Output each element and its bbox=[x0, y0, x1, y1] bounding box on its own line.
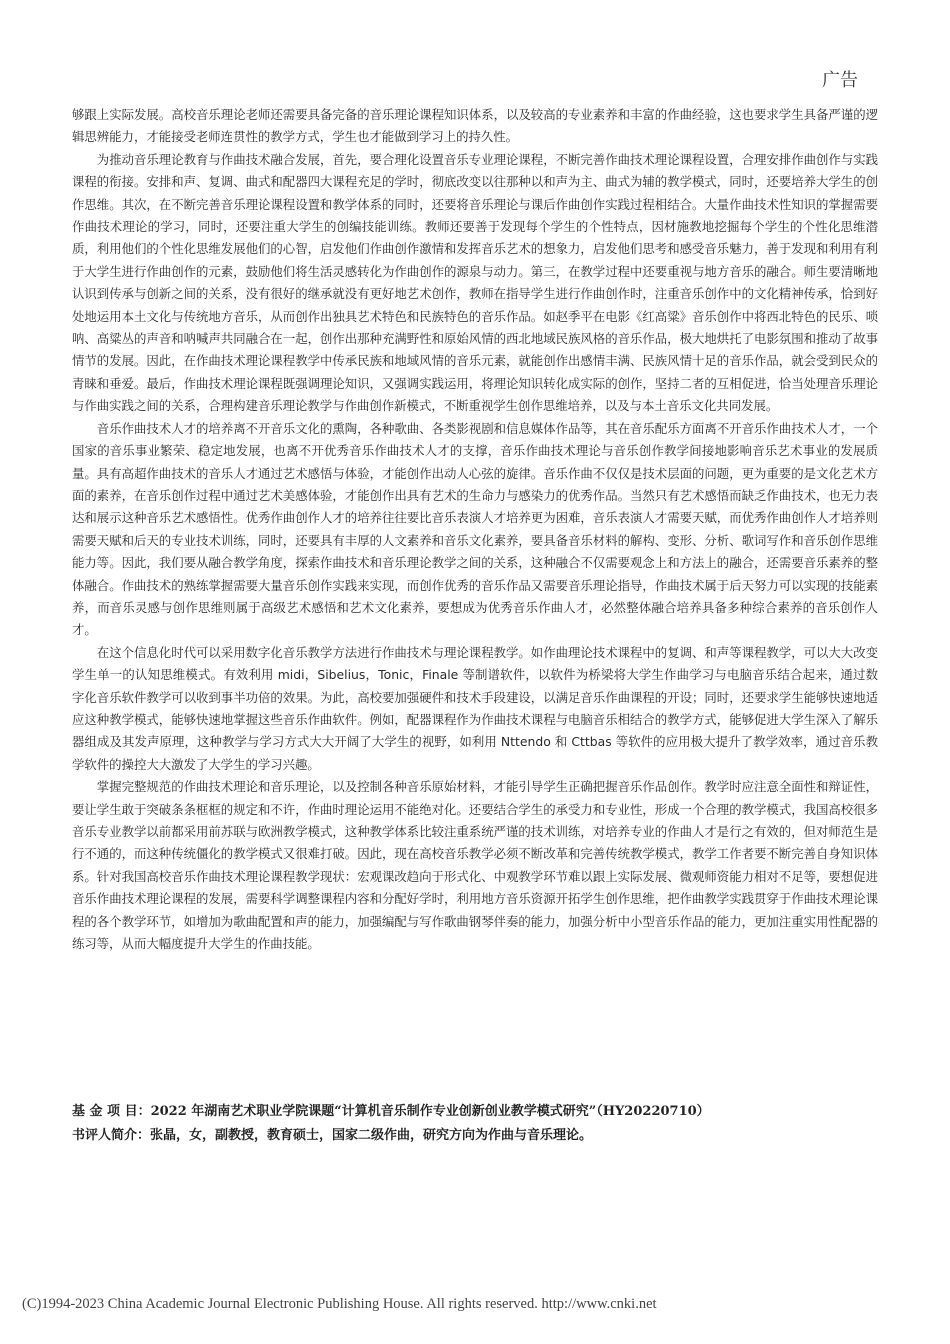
paragraph-3: 音乐作曲技术人才的培养离不开音乐文化的熏陶，各种歌曲、各类影视剧和信息媒体作品等，其在音乐配乐方面离不开音乐作曲技术人才，一个国家的音乐事业繁荣、稳定地发展，也离不开优秀音乐作曲技术人才的支撑，音乐作曲技术理论与音乐创作教学间接地影响音乐艺术事业的发展质量。具有高超作曲技术的音乐人才通过艺术感悟与体验，才能创作出动人心弦的旋律。音乐作曲不仅仅是技术层面的问题，更为重要的是文化艺术方面的素养，在音乐创作过程中通过艺术美感体验，才能创作出具有艺术的生命力与感染力的优秀作品。当然只有艺术感悟而缺乏作曲技术，也无力表达和展示这种音乐艺术感悟性。优秀作曲创作人才的培养往往要比音乐表演人才培养更为困难，音乐表演人才需要天赋，而优秀作曲创作人才培养则需要天赋和后天的专业技术训练，同时，还要具有丰厚的人文素养和音乐文化素养，要具备音乐材料的解构、变形、分析、歌词写作和音乐创作思维能力等。因此，我们要从融合教学角度，探索作曲技术和音乐理论教学之间的关系，这种融合不仅需要观念上和方法上的融合，还需要音乐素养的整体融合。作曲技术的熟练掌握需要大量音乐创作实践来实现，而创作优秀的音乐作品又需要音乐理论指导，作曲技术属于后天努力可以实现的技能素养，而音乐灵感与创作思维则属于高级艺术感悟和艺术文化素养，要想成为优秀音乐作曲人才，必然整体融合培养具备多种综合素养的音乐创作人才。 bbox=[72, 420, 878, 638]
reviewer-note: 书评人简介：张晶，女，副教授，教育硕士，国家二级作曲，研究方向为作曲与音乐理论。 bbox=[72, 1128, 593, 1143]
copyright-line: (C)1994-2023 China Academic Journal Electronic Publishing House. All rights reserved. http://www.cnki.net bbox=[22, 1296, 657, 1312]
footnotes bbox=[72, 1100, 878, 1148]
header-ad-label: 广告 bbox=[822, 70, 858, 91]
paragraph-1: 够跟上实际发展。高校音乐理论老师还需要具备完备的音乐理论课程知识体系，以及较高的专业素养和丰富的作曲经验，这也要求学生具备严谨的逻辑思辨能力，才能接受老师连贯性的教学方式，学生也才能做到学习上的持久性。 bbox=[72, 107, 878, 145]
funding-note: 基 金 项 目：2022 年湖南艺术职业学院课题“计算机音乐制作专业创新创业教学模式研究”（HY20220710） bbox=[72, 1104, 710, 1119]
article-body bbox=[72, 104, 878, 955]
paragraph-4: 在这个信息化时代可以采用数字化音乐教学方法进行作曲技术与理论课程教学。如作曲理论技术课程中的复调、和声等课程教学，可以大大改变学生单一的认知思维模式。有效利用 midi，Sibelius，Tonic，Finale 等制谱软件，以软件为桥梁将大学生作曲学习与电脑音乐结合起来，通过数字化音乐软件教学可以收到事半功倍的效果。为此，高校要加强硬件和技术手段建设，以满足音乐作曲课程的开设；同时，还要求学生能够快速地适应这种教学模式，能够快速地掌握这些音乐作曲软件。例如，配器课程作为作曲技术课程与电脑音乐相结合的教学方式，能够促进大学生深入了解乐器组成及其发声原理，这种教学与学习方式大大开阔了大学生的视野，如利用 Nttendo 和 Cttbas 等软件的应用极大提升了教学效率，通过音乐教学软件的操控大大激发了大学生的学习兴趣。 bbox=[72, 644, 878, 772]
paragraph-2: 为推动音乐理论教育与作曲技术融合发展，首先，要合理化设置音乐专业理论课程，不断完善作曲技术理论课程设置，合理安排作曲创作与实践课程的衔接。安排和声、复调、曲式和配器四大课程充足的学时，彻底改变以往那种以和声为主、曲式为辅的教学模式，同时，还要培养大学生的创作思维。其次，在不断完善音乐理论课程设置和教学体系的同时，还要将音乐理论与课后作曲创作实践过程相结合。大量作曲技术性知识的掌握需要作曲技术理论的学习，同时，还要注重大学生的创编技能训练。教师还要善于发现每个学生的个性特点，因材施教地挖掘每个学生的个性化思维潜质，利用他们的个性化思维发展他们的心智，启发他们作曲创作激情和发挥音乐艺术的想象力，启发他们思考和感受音乐魅力，善于发现和利用有利于大学生进行作曲创作的元素，鼓励他们将生活灵感转化为作曲创作的源泉与动力。第三，在教学过程中还要重视与地方音乐的融合。师生要清晰地认识到传承与创新之间的关系，没有很好的继承就没有更好地艺术创作，教师在指导学生进行作曲创作时，注重音乐创作中的文化精神传承，恰到好处地运用本土文化与传统地方音乐，从而创作出独具艺术特色和民族特色的音乐作品。如赵季平在电影《红高粱》音乐创作中将西北特色的民乐、唢呐、高粱丛的声音和呐喊声共同融合在一起，创作出那种充满野性和原始风情的西北地域民族风格的音乐作品，极大地烘托了电影氛围和推动了故事情节的发展。因此，在作曲技术理论课程教学中传承民族和地域风情的音乐元素，就能创作出感情丰满、民族风情十足的音乐作品，就会受到民众的青睐和垂爱。最后，作曲技术理论课程既强调理论知识，又强调实践运用，将理论知识转化成实际的创作，坚持二者的互相促进，恰当处理音乐理论与作曲实践之间的关系，合理构建音乐理论教学与作曲创作新模式，不断重视学生创作思维培养，以及与本土音乐文化共同发展。 bbox=[72, 151, 878, 414]
paragraph-5: 掌握完整规范的作曲技术理论和音乐理论，以及控制各种音乐原始材料，才能引导学生正确把握音乐作品创作。教学时应注意全面性和辩证性，要让学生敢于突破条条框框的规定和不许，作曲时理论运用不能绝对化。还要结合学生的承受力和专业性，形成一个合理的教学模式，我国高校很多音乐专业教学以前都采用前苏联与欧洲教学模式，这种教学体系比较注重系统严谨的技术训练，对培养专业的作曲人才是行之有效的，但对师范生是行不通的，而这种传统僵化的教学模式又很难打破。因此，现在高校音乐教学必须不断改革和完善传统教学模式，教学工作者要不断完善自身知识体系。针对我国高校音乐作曲技术理论课程教学现状：宏观课改趋向于形式化、中观教学环节难以跟上实际发展、微观师资能力相对不足等，要想促进音乐作曲技术理论课程的发展，需要科学调整课程内容和分配好学时，利用地方音乐资源开拓学生创作思维，把作曲教学实践贯穿于作曲技术理论课程的各个教学环节，如增加为歌曲配置和声的能力，加强编配与写作歌曲钢琴伴奏的能力，加强分析中小型音乐作品的能力，更加注重实用性配器的练习等，从而大幅度提升大学生的作曲技能。 bbox=[72, 779, 878, 952]
